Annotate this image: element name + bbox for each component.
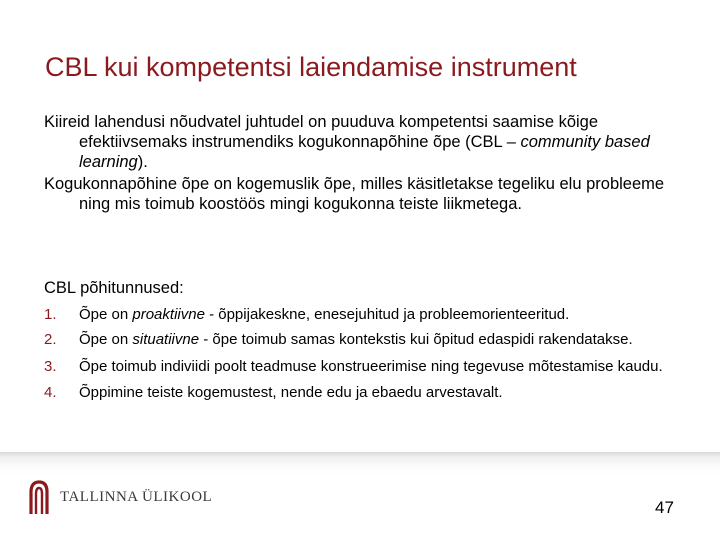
list-text: Õppimine teiste kogemustest, nende edu ja ebaedu arvestavalt. [79, 384, 503, 401]
list-number: 1. [44, 306, 57, 323]
list-item [44, 384, 694, 402]
definition-paragraph: Kogukonnapõhine õpe on kogemuslik õpe, milles käsitletakse tegeliku elu probleeme ning mis toimub koostöös mingi kogukonna teiste liikmetega. [44, 175, 665, 213]
list-text-end: - õpe toimub samas kontekstis kui õpitud edaspidi rakendatakse. [199, 331, 633, 348]
principles-heading: CBL põhitunnused: [44, 279, 184, 297]
intro-text-end: ). [137, 153, 148, 171]
list-text-end: - õppijakeskne, enesejuhitud ja probleemorienteeritud. [204, 306, 570, 323]
tallinn-university-arch-icon [28, 480, 50, 514]
list-number: 2. [44, 331, 57, 348]
slide-title: CBL kui kompetentsi laiendamise instrument [45, 52, 577, 82]
intro-text: Kiireid lahendusi nõudvatel juhtudel on puuduva kompetentsi saamise kõige efektiivsemaks instrumendiks kogukonnapõhine õpe (CBL – [44, 113, 599, 151]
intro-paragraph [44, 112, 694, 172]
university-logo [28, 480, 212, 514]
principles-list [44, 306, 694, 408]
list-text: Õpe on [79, 331, 133, 348]
logo-text: TALLINNA ÜLIKOOL [60, 488, 213, 505]
list-number: 4. [44, 384, 57, 401]
list-text: Õpe toimub indiviidi poolt teadmuse konstrueerimise ning tegevuse mõtestamise kaudu. [79, 358, 663, 375]
list-italic-term: situatiivne [132, 331, 200, 348]
list-number: 3. [44, 358, 57, 375]
list-italic-term: proaktiivne [132, 306, 205, 323]
page-number: 47 [655, 498, 674, 517]
list-text: Õpe on [79, 306, 133, 323]
list-item [44, 331, 694, 349]
slide-body [44, 112, 694, 214]
list-item [44, 358, 694, 376]
list-item [44, 306, 694, 324]
intro-italic-term: community based learning [79, 133, 650, 171]
